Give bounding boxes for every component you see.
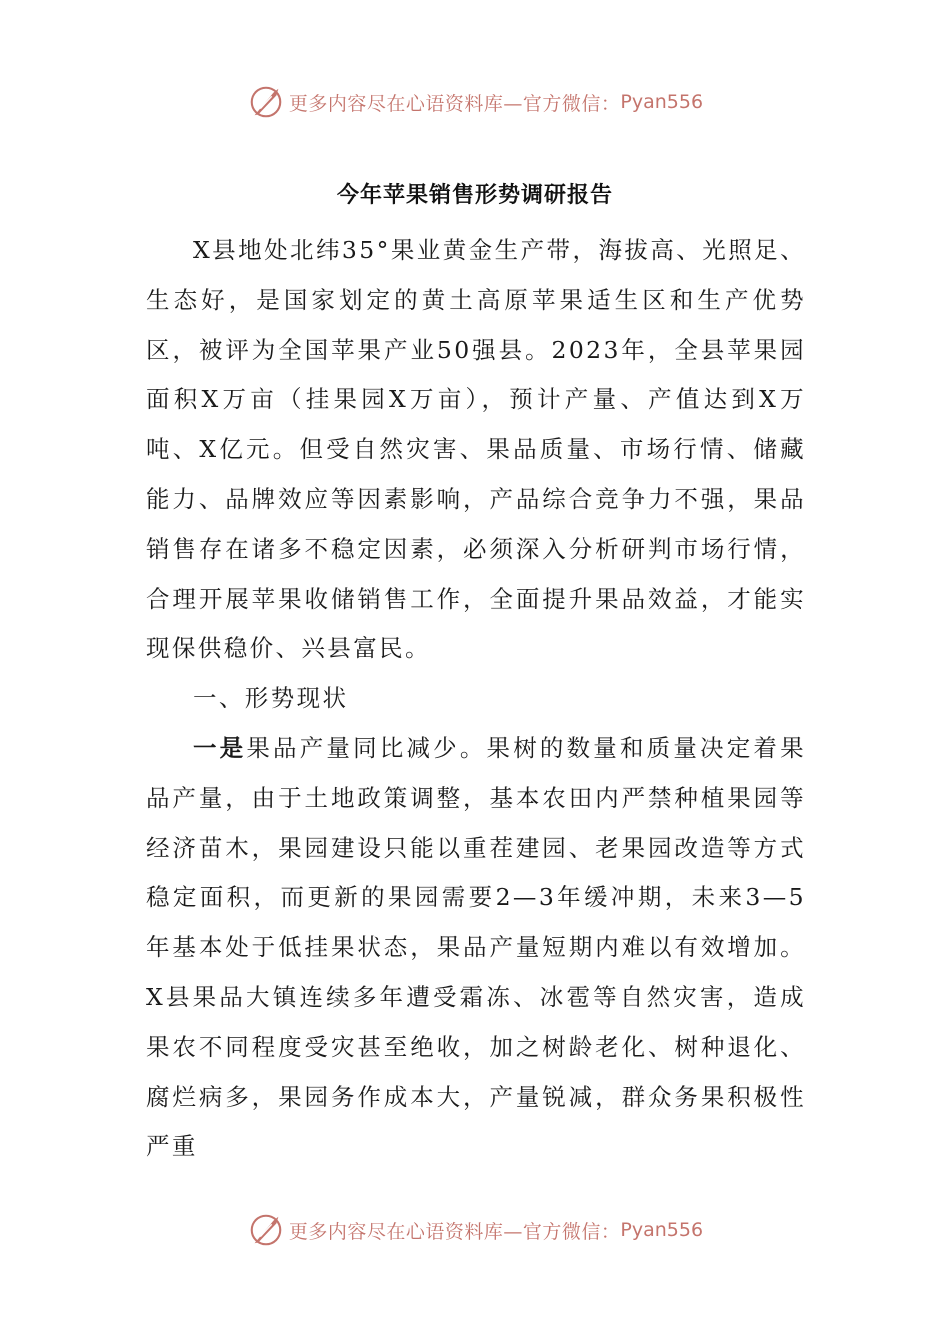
quill-pen-circle-icon (247, 83, 285, 121)
banner-wechat-id: Pyan556 (620, 1219, 704, 1241)
section-heading: 一、形势现状 (193, 684, 349, 713)
section-paragraph (146, 724, 806, 1172)
document-title: 今年苹果销售形势调研报告 (336, 183, 613, 208)
intro-paragraph: X县地处北纬35°果业黄金生产带，海拔高、光照足、生态好，是国家划定的黄土高原苹果适生区和生产优势区，被评为全国苹果产业50强县。2023年，全县苹果园面积X万亩（挂果园X万亩），预计产量、产值达到X万吨、X亿元。但受自然灾害、果品质量、市场行情、储藏能力、品牌效应等因素影响，产品综合竞争力不强，果品销售存在诸多不稳定因素，必须深入分析研判市场行情，合理开展苹果收储销售工作，全面提升果品效益，才能实现保供稳价、兴县富民。 (146, 236, 806, 663)
banner-text: 更多内容尽在心语资料库—官方微信： (288, 1220, 621, 1243)
banner-text: 更多内容尽在心语资料库—官方微信： (288, 92, 621, 115)
document-body (146, 226, 806, 1172)
banner-wechat-id: Pyan556 (620, 91, 704, 113)
header-watermark-banner (0, 82, 950, 122)
footer-watermark-banner (0, 1210, 950, 1250)
paragraph-text: 果品产量同比减少。果树的数量和质量决定着果品产量，由于土地政策调整，基本农田内严禁种植果园等经济苗木，果园建设只能以重茬建园、老果园改造等方式稳定面积，而更新的果园需要2—3年缓冲期，未来3—5年基本处于低挂果状态，果品产量短期内难以有效增加。X县果品大镇连续多年遭受霜冻、冰雹等自然灾害，造成果农不同程度受灾甚至绝收，加之树龄老化、树种退化、腐烂病多，果园务作成本大，产量锐减，群众务果积极性严重 (146, 733, 806, 1161)
quill-pen-circle-icon (247, 1211, 285, 1249)
paragraph-lead: 一是 (193, 733, 247, 762)
